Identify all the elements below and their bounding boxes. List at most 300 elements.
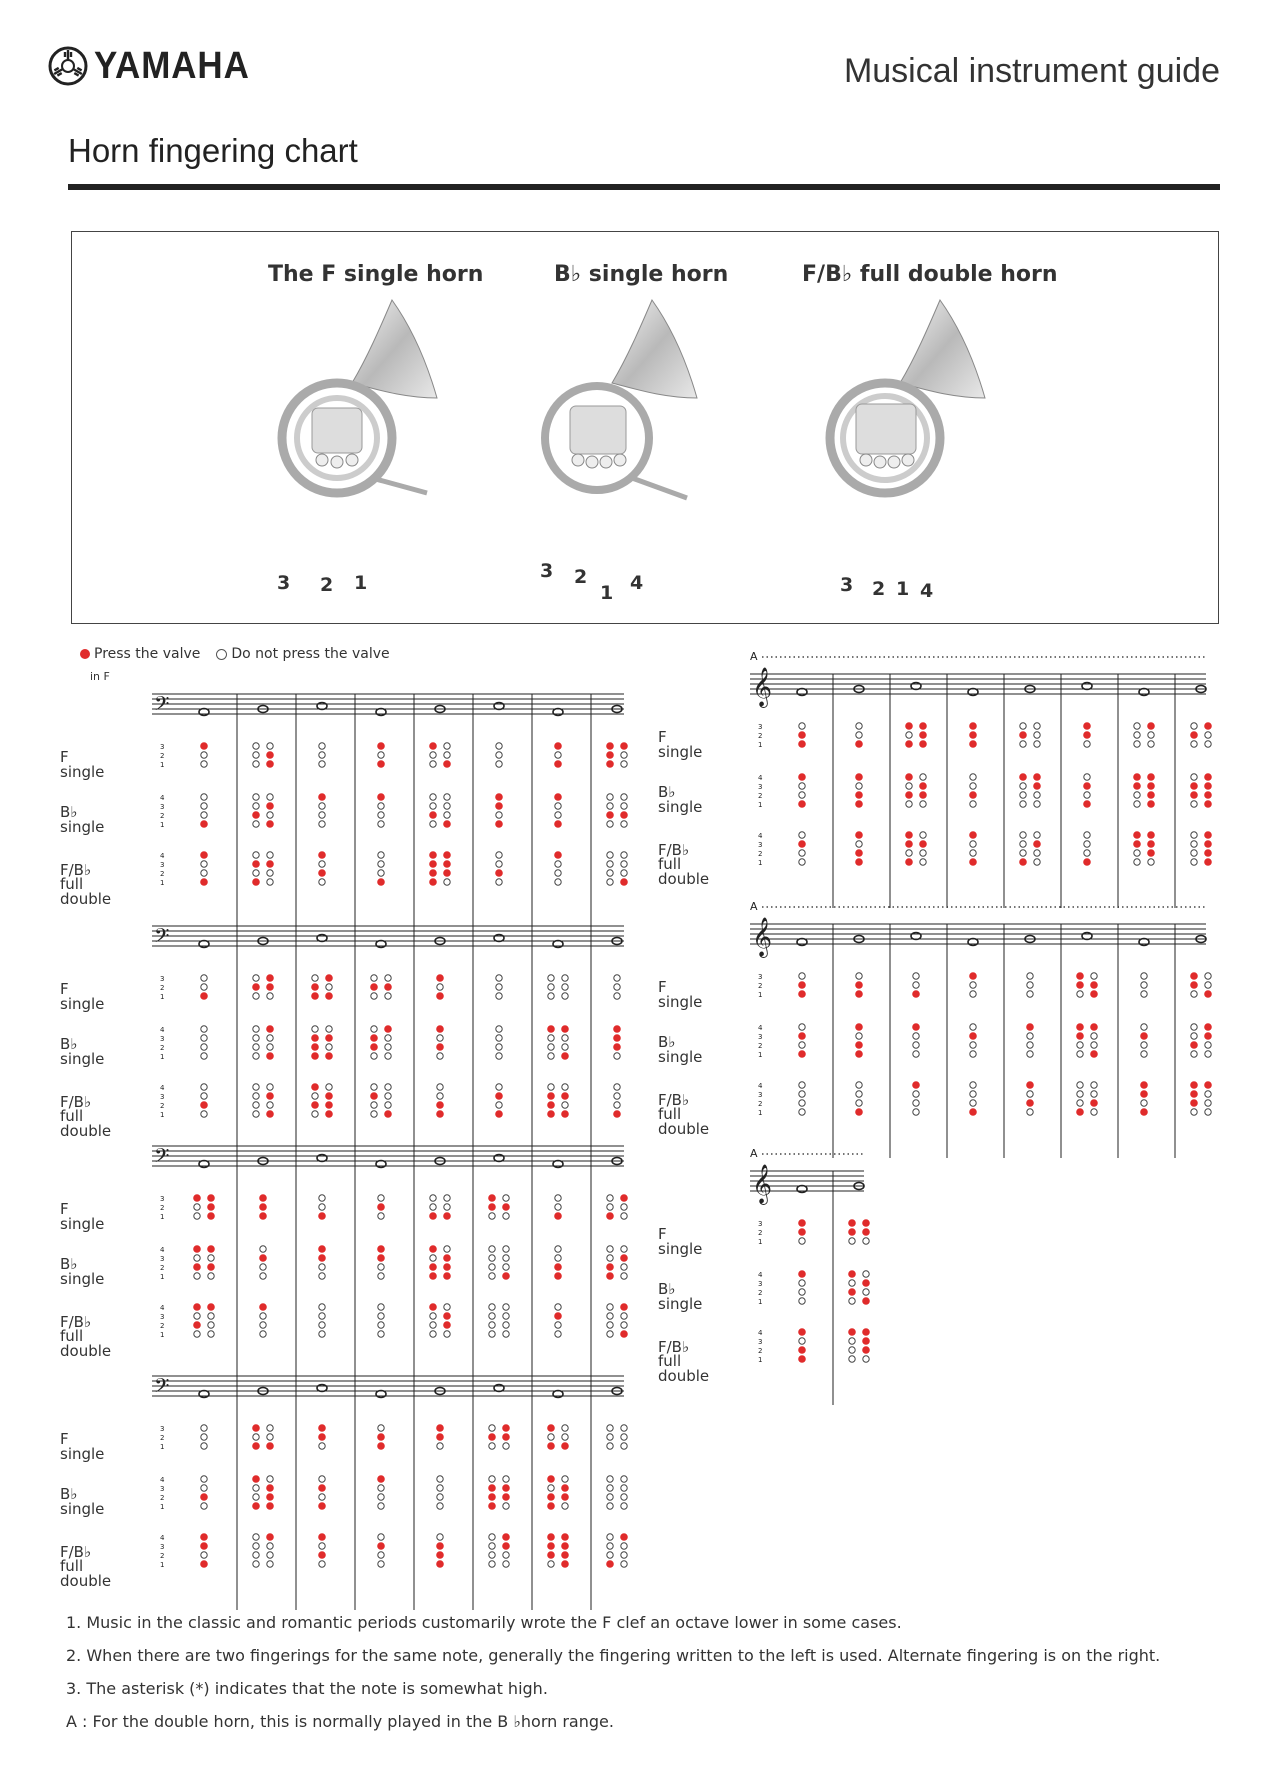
open-circle-icon [1191, 859, 1197, 865]
row-label-bb-single: B♭ single [60, 1035, 105, 1068]
open-circle-icon [913, 1033, 919, 1039]
valve-index: 4 [160, 794, 165, 802]
open-circle-icon [1091, 1033, 1097, 1039]
fingering-grid [122, 1370, 644, 1620]
filled-red-circle-icon [384, 1025, 392, 1033]
valve-index: 3 [758, 1033, 763, 1041]
annotation-a: A [750, 650, 758, 663]
filled-red-circle-icon [495, 793, 503, 801]
open-circle-icon [799, 859, 805, 865]
open-circle-icon [378, 803, 384, 809]
valve-index: 1 [160, 1503, 165, 1511]
filled-red-circle-icon [1083, 858, 1091, 866]
filled-red-circle-icon [318, 1433, 326, 1441]
valve-index: 1 [758, 859, 763, 867]
filled-red-circle-icon [798, 1346, 806, 1354]
open-circle-icon [319, 1443, 325, 1449]
open-circle-icon [799, 723, 805, 729]
open-circle-icon [555, 1304, 561, 1310]
open-circle-icon [621, 761, 627, 767]
valve-index: 4 [758, 1329, 763, 1337]
filled-red-circle-icon [1204, 1081, 1212, 1089]
filled-red-circle-icon [862, 1219, 870, 1227]
open-circle-icon [1191, 801, 1197, 807]
valve-index: 3 [160, 1093, 165, 1101]
filled-red-circle-icon [266, 1025, 274, 1033]
filled-red-circle-icon [266, 1493, 274, 1501]
open-circle-icon [1077, 1051, 1083, 1057]
title-rule [68, 184, 1220, 190]
open-circle-icon [856, 783, 862, 789]
open-circle-icon [607, 1322, 613, 1328]
filled-red-circle-icon [561, 1533, 569, 1541]
filled-red-circle-icon [200, 1533, 208, 1541]
valve-index: 1 [160, 761, 165, 769]
open-circle-icon [437, 984, 443, 990]
valve-index: 4 [160, 852, 165, 860]
filled-red-circle-icon [377, 878, 385, 886]
open-circle-icon [496, 1044, 502, 1050]
filled-red-circle-icon [798, 1270, 806, 1278]
open-circle-icon [326, 984, 332, 990]
filled-red-circle-icon [488, 1493, 496, 1501]
open-circle-icon [385, 975, 391, 981]
open-circle-icon [562, 1044, 568, 1050]
valve-index: 3 [160, 1255, 165, 1263]
filled-red-circle-icon [311, 1083, 319, 1091]
open-circle-icon [1205, 1091, 1211, 1097]
open-circle-icon [1134, 741, 1140, 747]
open-circle-icon [430, 1331, 436, 1337]
filled-red-circle-icon [318, 793, 326, 801]
open-circle-icon [621, 1552, 627, 1558]
open-circle-icon [607, 1534, 613, 1540]
open-circle-icon [503, 1246, 509, 1252]
open-circle-icon [378, 1264, 384, 1270]
filled-red-circle-icon [495, 1110, 503, 1118]
open-circle-icon [913, 1091, 919, 1097]
filled-red-circle-icon [370, 1034, 378, 1042]
open-circle-icon [621, 861, 627, 867]
open-circle-icon [856, 973, 862, 979]
filled-red-circle-icon [547, 1542, 555, 1550]
open-circle-icon [849, 1338, 855, 1344]
open-circle-icon [555, 752, 561, 758]
open-circle-icon [267, 1434, 273, 1440]
filled-red-circle-icon [561, 1484, 569, 1492]
open-circle-icon [607, 1476, 613, 1482]
valve-number: 4 [920, 580, 934, 602]
open-circle-icon [1091, 1082, 1097, 1088]
open-circle-icon [319, 1264, 325, 1270]
filled-red-circle-icon [436, 1433, 444, 1441]
filled-red-circle-icon [252, 1502, 260, 1510]
open-circle-icon [385, 1093, 391, 1099]
open-circle-icon [201, 861, 207, 867]
filled-red-circle-icon [1147, 722, 1155, 730]
open-circle-icon [253, 803, 259, 809]
filled-red-circle-icon [259, 1254, 267, 1262]
filled-red-circle-icon [613, 1043, 621, 1051]
open-circle-icon [614, 1053, 620, 1059]
open-circle-icon [621, 1543, 627, 1549]
filled-red-circle-icon [436, 1025, 444, 1033]
filled-red-circle-icon [554, 1263, 562, 1271]
valve-index: 1 [160, 1053, 165, 1061]
valve-index: 3 [758, 1091, 763, 1099]
filled-red-circle-icon [266, 1502, 274, 1510]
open-circle-icon [906, 850, 912, 856]
filled-red-circle-icon [547, 1424, 555, 1432]
filled-red-circle-icon [606, 760, 614, 768]
filled-red-circle-icon [547, 1475, 555, 1483]
open-circle-icon [548, 975, 554, 981]
filled-red-circle-icon [318, 869, 326, 877]
filled-red-circle-icon [1140, 1108, 1148, 1116]
open-circle-icon [555, 1331, 561, 1337]
valve-index: 1 [758, 741, 763, 749]
fingering-grid [122, 688, 644, 938]
open-circle-icon [385, 1044, 391, 1050]
open-circle-icon [906, 783, 912, 789]
row-label-f-single: F single [60, 980, 105, 1013]
open-circle-icon [319, 1204, 325, 1210]
open-circle-icon [437, 1503, 443, 1509]
open-circle-icon [799, 1042, 805, 1048]
open-circle-icon [1027, 982, 1033, 988]
open-circle-icon [385, 993, 391, 999]
open-circle-icon [194, 1204, 200, 1210]
filled-red-circle-icon [1204, 831, 1212, 839]
open-circle-icon [1141, 1024, 1147, 1030]
open-circle-icon [312, 975, 318, 981]
open-circle-icon [614, 975, 620, 981]
valve-number: 4 [630, 572, 644, 594]
open-circle-icon [201, 803, 207, 809]
open-circle-icon [1084, 792, 1090, 798]
open-circle-icon [856, 732, 862, 738]
open-circle-icon [267, 1084, 273, 1090]
filled-red-circle-icon [311, 1052, 319, 1060]
valve-index: 2 [160, 1264, 165, 1272]
valve-number: 2 [872, 578, 886, 600]
valve-index: 2 [758, 1289, 763, 1297]
valve-index: 4 [160, 1534, 165, 1542]
filled-red-circle-icon [554, 760, 562, 768]
filled-red-circle-icon [443, 860, 451, 868]
open-circle-icon [267, 1044, 273, 1050]
filled-red-circle-icon [1204, 782, 1212, 790]
open-circle-icon [799, 783, 805, 789]
open-circle-icon [607, 861, 613, 867]
open-circle-icon [253, 1543, 259, 1549]
yamaha-tuning-forks-icon [48, 46, 88, 86]
filled-red-circle-icon [554, 1272, 562, 1280]
treble-clef-icon: 𝄞 [752, 667, 773, 707]
open-circle-icon [799, 792, 805, 798]
open-circle-icon [1191, 774, 1197, 780]
filled-red-circle-icon [862, 1228, 870, 1236]
valve-index: 4 [758, 832, 763, 840]
filled-red-circle-icon [443, 1312, 451, 1320]
open-circle-icon [555, 1322, 561, 1328]
open-circle-icon [607, 1485, 613, 1491]
valve-index: 1 [160, 879, 165, 887]
bass-clef-icon: 𝄢 [154, 692, 170, 720]
page-title: Horn fingering chart [68, 132, 358, 169]
open-circle-icon [208, 1313, 214, 1319]
filled-red-circle-icon [429, 1303, 437, 1311]
open-circle-icon [253, 1035, 259, 1041]
open-circle-icon [607, 1331, 613, 1337]
filled-red-circle-icon [259, 1194, 267, 1202]
open-circle-icon [201, 812, 207, 818]
valve-index: 2 [758, 1100, 763, 1108]
annotation-a: A [750, 1147, 758, 1160]
valve-index: 2 [160, 752, 165, 760]
filled-red-circle-icon [620, 1330, 628, 1338]
open-circle-icon [1205, 982, 1211, 988]
filled-red-circle-icon [919, 731, 927, 739]
filled-red-circle-icon [1190, 731, 1198, 739]
open-circle-icon [319, 1273, 325, 1279]
open-circle-icon [607, 1195, 613, 1201]
filled-red-circle-icon [488, 1484, 496, 1492]
filled-red-circle-icon [370, 1043, 378, 1051]
open-circle-icon [1191, 741, 1197, 747]
row-label-f-single: F single [658, 728, 703, 761]
filled-red-circle-icon [1026, 1081, 1034, 1089]
filled-red-circle-icon [547, 1502, 555, 1510]
open-circle-icon [201, 1026, 207, 1032]
open-circle-icon [920, 859, 926, 865]
valve-index: 3 [758, 1338, 763, 1346]
open-circle-icon [201, 1035, 207, 1041]
valve-number: 1 [354, 572, 368, 594]
filled-red-circle-icon [436, 1043, 444, 1051]
open-circle-icon [319, 1494, 325, 1500]
open-circle-icon [799, 1280, 805, 1286]
open-circle-icon [607, 1443, 613, 1449]
open-circle-icon [489, 1331, 495, 1337]
open-circle-icon [1205, 973, 1211, 979]
filled-red-circle-icon [606, 751, 614, 759]
open-circle-icon [489, 1443, 495, 1449]
open-circle-icon [555, 879, 561, 885]
filled-red-circle-icon [554, 793, 562, 801]
filled-red-circle-icon [1204, 840, 1212, 848]
open-circle-icon [1084, 841, 1090, 847]
open-circle-icon [1091, 1091, 1097, 1097]
open-circle-icon [555, 1204, 561, 1210]
filled-red-circle-icon [798, 981, 806, 989]
open-circle-icon [1027, 991, 1033, 997]
open-circle-icon [621, 1425, 627, 1431]
open-circle-icon [607, 1255, 613, 1261]
open-circle-icon [267, 1552, 273, 1558]
open-circle-icon [1077, 1091, 1083, 1097]
filled-red-circle-icon [1076, 1032, 1084, 1040]
filled-red-circle-icon [1190, 1041, 1198, 1049]
open-circle-icon [489, 1264, 495, 1270]
open-circle-icon [607, 1425, 613, 1431]
open-circle-icon [913, 1109, 919, 1115]
open-circle-icon [378, 1195, 384, 1201]
open-circle-icon [913, 1042, 919, 1048]
filled-red-circle-icon [855, 1023, 863, 1031]
open-circle-icon [194, 1273, 200, 1279]
filled-red-circle-icon [1204, 990, 1212, 998]
open-circle-icon [253, 1552, 259, 1558]
valve-index: 3 [160, 1035, 165, 1043]
filled-red-circle-icon [193, 1194, 201, 1202]
open-circle-icon [1091, 1042, 1097, 1048]
open-circle-icon [378, 1313, 384, 1319]
open-circle-icon [437, 1035, 443, 1041]
valve-index: 2 [160, 870, 165, 878]
valve-index: 3 [758, 841, 763, 849]
filled-red-circle-icon [1083, 731, 1091, 739]
open-circle-icon [1084, 774, 1090, 780]
filled-red-circle-icon [1019, 773, 1027, 781]
valve-index: 3 [758, 973, 763, 981]
open-circle-icon [260, 1313, 266, 1319]
filled-red-circle-icon [1026, 1023, 1034, 1031]
valve-index: 1 [160, 1213, 165, 1221]
open-circle-icon [378, 1213, 384, 1219]
filled-red-circle-icon [905, 858, 913, 866]
open-circle-icon [267, 743, 273, 749]
open-circle-icon [1034, 832, 1040, 838]
open-circle-icon [621, 1494, 627, 1500]
filled-red-circle-icon [1140, 1090, 1148, 1098]
filled-red-circle-icon [495, 820, 503, 828]
filled-red-circle-icon [252, 1424, 260, 1432]
open-circle-icon [1148, 859, 1154, 865]
open-circle-icon [496, 752, 502, 758]
open-circle-icon [607, 1304, 613, 1310]
filled-red-circle-icon [1033, 840, 1041, 848]
open-circle-icon [319, 1195, 325, 1201]
open-circle-icon [1191, 832, 1197, 838]
filled-red-circle-icon [266, 1484, 274, 1492]
open-circle-icon [430, 1313, 436, 1319]
open-circle-icon [253, 794, 259, 800]
fingering-grid [720, 1147, 884, 1415]
open-circle-icon [906, 801, 912, 807]
filled-red-circle-icon [969, 1032, 977, 1040]
open-circle-icon [607, 1246, 613, 1252]
open-circle-icon [444, 1195, 450, 1201]
open-circle-icon [444, 1246, 450, 1252]
valve-index: 4 [758, 1024, 763, 1032]
open-circle-icon [856, 1100, 862, 1106]
open-circle-icon [378, 752, 384, 758]
filled-red-circle-icon [606, 742, 614, 750]
filled-red-circle-icon [547, 1551, 555, 1559]
filled-red-circle-icon [855, 990, 863, 998]
open-circle-icon [444, 879, 450, 885]
row-label-bb-single: B♭ single [60, 803, 105, 836]
filled-red-circle-icon [443, 760, 451, 768]
row-label-bb-single: B♭ single [658, 1033, 703, 1066]
open-circle-icon [799, 832, 805, 838]
open-circle-icon [614, 1084, 620, 1090]
valve-index: 1 [758, 1051, 763, 1059]
horn-label-full-double: F/B♭ full double horn [802, 262, 1058, 287]
open-circle-icon [503, 1213, 509, 1219]
guide-title: Musical instrument guide [843, 52, 1220, 90]
filled-red-circle-icon [855, 791, 863, 799]
filled-red-circle-icon [912, 1023, 920, 1031]
filled-red-circle-icon [429, 869, 437, 877]
open-circle-icon [607, 879, 613, 885]
filled-red-circle-icon [252, 811, 260, 819]
row-label-full-double: F/B♭ full double [60, 861, 112, 908]
valve-index: 1 [758, 1356, 763, 1364]
open-circle-icon [562, 1084, 568, 1090]
row-label-f-single: F single [60, 1430, 105, 1463]
open-circle-icon [201, 1425, 207, 1431]
open-circle-icon [1205, 741, 1211, 747]
open-circle-icon [562, 1434, 568, 1440]
open-circle-icon [326, 1044, 332, 1050]
valve-index: 2 [160, 984, 165, 992]
filled-red-circle-icon [1190, 782, 1198, 790]
filled-red-circle-icon [905, 722, 913, 730]
valve-index: 1 [160, 1443, 165, 1451]
open-circle-icon [607, 803, 613, 809]
bass-clef-icon: 𝄢 [154, 1144, 170, 1172]
open-circle-icon [1191, 723, 1197, 729]
open-circle-icon [1027, 1109, 1033, 1115]
filled-red-circle-icon [429, 742, 437, 750]
open-circle-icon [267, 1425, 273, 1431]
filled-red-circle-icon [1019, 731, 1027, 739]
open-circle-icon [253, 761, 259, 767]
open-circle-icon [371, 1084, 377, 1090]
open-circle-icon [378, 861, 384, 867]
filled-red-circle-icon [80, 649, 90, 659]
filled-red-circle-icon [919, 740, 927, 748]
open-circle-icon [548, 1035, 554, 1041]
filled-red-circle-icon [266, 760, 274, 768]
filled-red-circle-icon [429, 1272, 437, 1280]
open-circle-icon [253, 1561, 259, 1567]
filled-red-circle-icon [862, 1297, 870, 1305]
open-circle-icon [970, 982, 976, 988]
filled-red-circle-icon [1083, 722, 1091, 730]
filled-red-circle-icon [905, 773, 913, 781]
open-circle-icon [621, 1485, 627, 1491]
filled-red-circle-icon [325, 974, 333, 982]
valve-index: 4 [160, 1304, 165, 1312]
filled-red-circle-icon [436, 974, 444, 982]
filled-red-circle-icon [1090, 1050, 1098, 1058]
filled-red-circle-icon [798, 773, 806, 781]
open-circle-icon [621, 1313, 627, 1319]
filled-red-circle-icon [1090, 1099, 1098, 1107]
open-circle-icon [799, 850, 805, 856]
open-circle-icon [496, 852, 502, 858]
open-circle-icon [496, 1035, 502, 1041]
filled-red-circle-icon [443, 851, 451, 859]
filled-red-circle-icon [377, 793, 385, 801]
open-circle-icon [194, 1255, 200, 1261]
filled-red-circle-icon [798, 740, 806, 748]
filled-red-circle-icon [848, 1328, 856, 1336]
open-circle-icon [319, 752, 325, 758]
